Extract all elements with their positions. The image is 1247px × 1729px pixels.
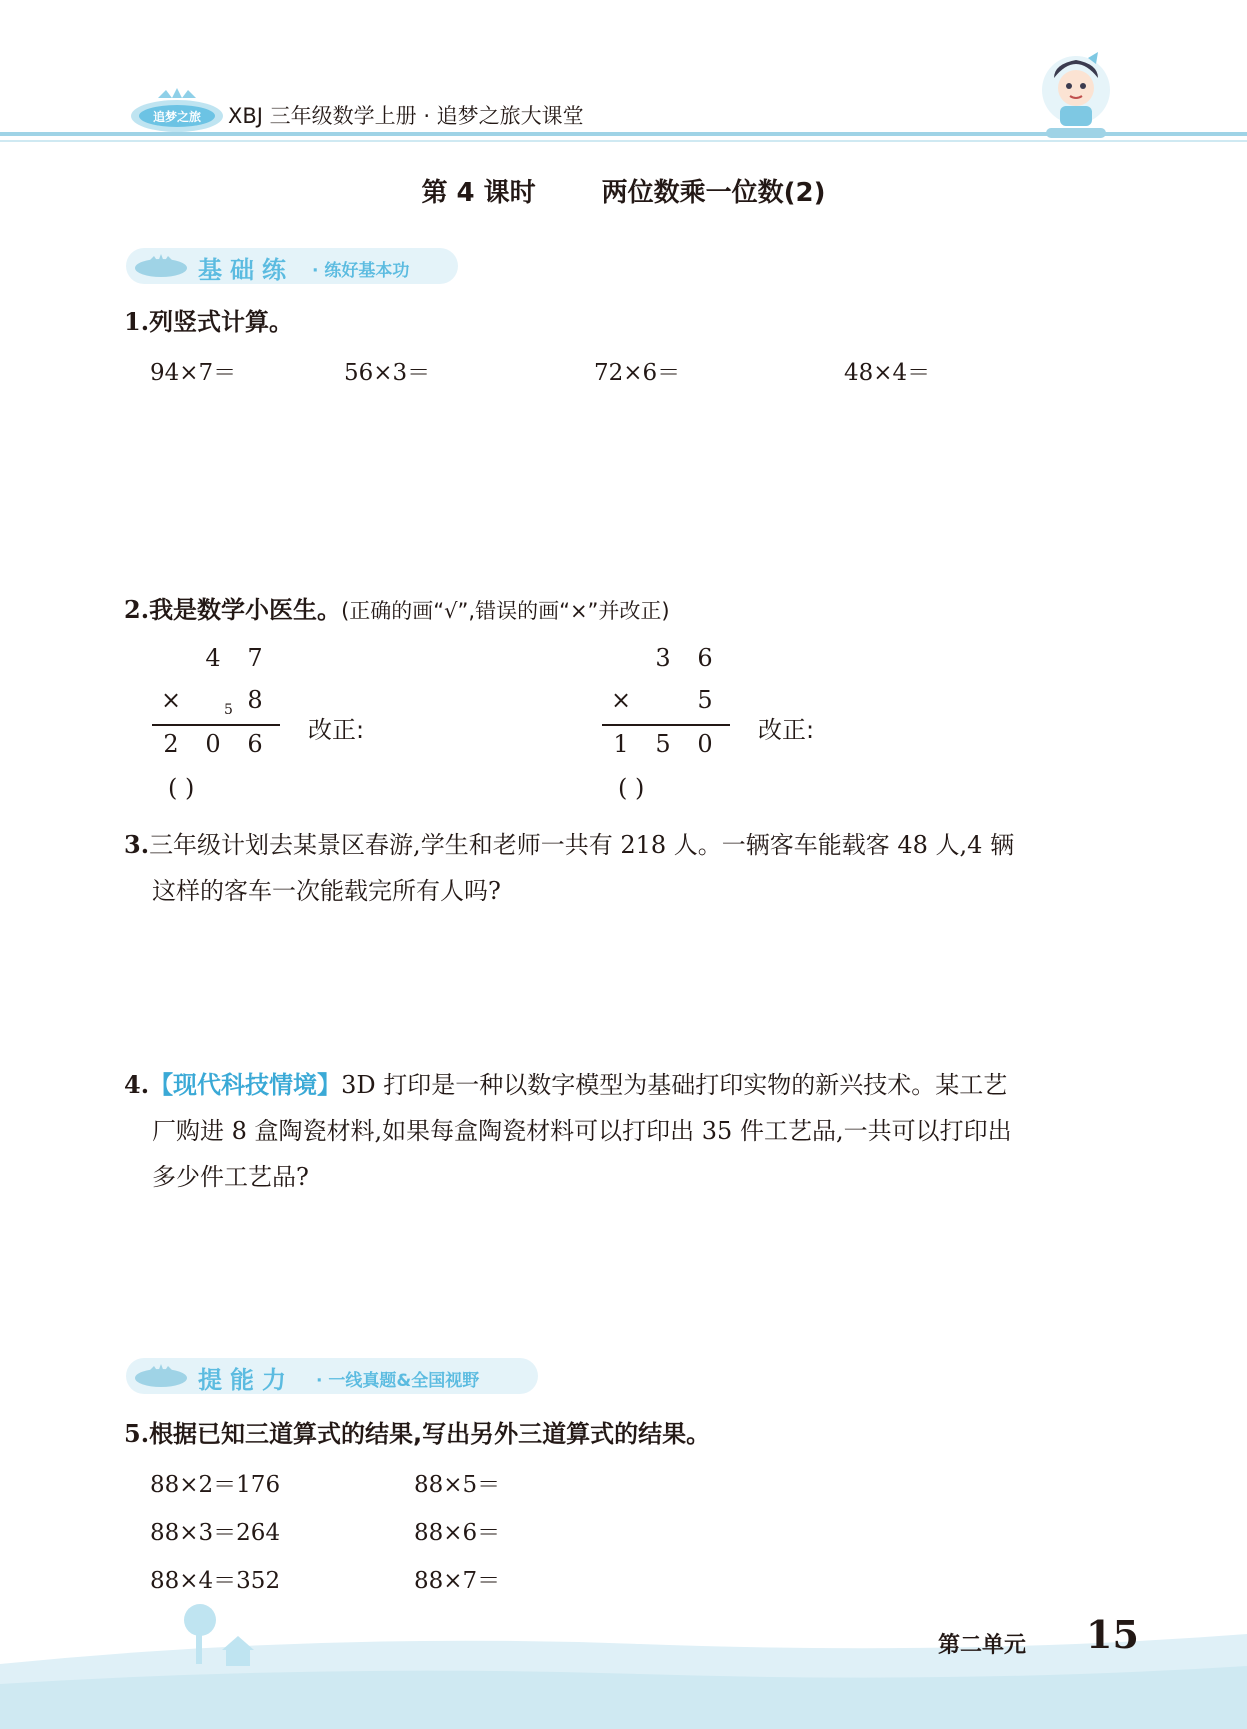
section-subtitle: · 一线真题&全国视野 bbox=[316, 1371, 480, 1391]
digit: 6 bbox=[247, 730, 263, 758]
section-logo-icon bbox=[134, 1364, 188, 1388]
calc-rule bbox=[152, 724, 280, 726]
unit-label: 第二单元 bbox=[938, 1633, 1027, 1658]
answer-expression: 88×5＝ bbox=[414, 1472, 501, 1498]
question-line: 厂购进 8 盒陶瓷材料,如果每盒陶瓷材料可以打印出 35 件工艺品,一共可以打印出 bbox=[152, 1117, 1012, 1145]
expression: 48×4＝ bbox=[844, 360, 931, 386]
answer-expression: 88×6＝ bbox=[414, 1520, 501, 1546]
question-number: 2. bbox=[124, 595, 150, 624]
question-number: 3. bbox=[124, 830, 150, 859]
section-tag-basic bbox=[126, 248, 458, 284]
digit: 3 bbox=[655, 644, 671, 672]
known-expression: 88×4＝352 bbox=[150, 1568, 281, 1594]
section-tag-ability bbox=[126, 1358, 538, 1394]
question-4 bbox=[124, 1062, 1154, 1200]
question-line: 3D 打印是一种以数字模型为基础打印实物的新兴技术。某工艺 bbox=[341, 1071, 1008, 1099]
section-logo-icon bbox=[134, 254, 188, 278]
section-subtitle: · 练好基本功 bbox=[312, 261, 410, 281]
digit: 0 bbox=[697, 730, 713, 758]
multiply-sign: × bbox=[610, 686, 632, 714]
vertical-calc-a bbox=[150, 644, 290, 814]
judgment-bracket[interactable]: ( ) bbox=[618, 774, 645, 802]
carry-digit: 5 bbox=[224, 702, 233, 718]
question-line: 这样的客车一次能载完所有人吗? bbox=[152, 877, 501, 905]
question-number: 4. bbox=[124, 1070, 150, 1099]
section-title: 提能力 bbox=[198, 1366, 294, 1394]
digit: 7 bbox=[247, 644, 263, 672]
question-number: 1. bbox=[124, 307, 150, 336]
correction-label: 改正: bbox=[758, 716, 815, 744]
known-expression: 88×2＝176 bbox=[150, 1472, 281, 1498]
question-3 bbox=[124, 822, 1154, 914]
digit: 6 bbox=[697, 644, 713, 672]
page-number: 15 bbox=[1086, 1612, 1139, 1657]
correction-label: 改正: bbox=[308, 716, 365, 744]
digit: 5 bbox=[655, 730, 671, 758]
lesson-period: 第 4 课时 bbox=[421, 178, 536, 208]
answer-expression: 88×7＝ bbox=[414, 1568, 501, 1594]
book-title: XBJ 三年级数学上册 · 追梦之旅大课堂 bbox=[228, 104, 584, 128]
expression: 94×7＝ bbox=[150, 360, 237, 386]
question-line: 多少件工艺品? bbox=[152, 1163, 309, 1191]
digit: 0 bbox=[205, 730, 221, 758]
question-note: (正确的画“√”,错误的画“×”并改正) bbox=[341, 599, 670, 623]
logo-text: 追梦之旅 bbox=[152, 110, 202, 124]
digit: 5 bbox=[697, 686, 713, 714]
question-text: 根据已知三道算式的结果,写出另外三道算式的结果。 bbox=[149, 1420, 711, 1448]
mascot-illustration bbox=[1036, 48, 1116, 140]
question-2 bbox=[124, 590, 670, 625]
context-tag: 【现代科技情境】 bbox=[149, 1071, 342, 1099]
question-text: 列竖式计算。 bbox=[149, 308, 294, 336]
digit: 4 bbox=[205, 644, 221, 672]
known-expression: 88×3＝264 bbox=[150, 1520, 281, 1546]
vertical-calc-b bbox=[600, 644, 740, 814]
section-title: 基础练 bbox=[198, 256, 294, 284]
expression: 72×6＝ bbox=[594, 360, 681, 386]
question-1 bbox=[124, 302, 293, 337]
brand-logo bbox=[128, 84, 226, 136]
digit: 8 bbox=[247, 686, 263, 714]
question-text: 我是数学小医生。 bbox=[149, 596, 342, 624]
multiply-sign: × bbox=[160, 686, 182, 714]
lesson-title bbox=[0, 172, 1247, 209]
digit: 1 bbox=[613, 730, 629, 758]
footer-background bbox=[0, 1604, 1247, 1729]
question-line: 三年级计划去某景区春游,学生和老师一共有 218 人。一辆客车能载客 48 人,4 辆 bbox=[149, 831, 1015, 859]
expression: 56×3＝ bbox=[344, 360, 431, 386]
calc-rule bbox=[602, 724, 730, 726]
question-number: 5. bbox=[124, 1419, 150, 1448]
question-5 bbox=[124, 1414, 710, 1449]
judgment-bracket[interactable]: ( ) bbox=[168, 774, 195, 802]
lesson-topic: 两位数乘一位数(2) bbox=[601, 178, 826, 208]
header-divider bbox=[0, 132, 1247, 136]
header-divider-thin bbox=[0, 140, 1247, 142]
digit: 2 bbox=[163, 730, 179, 758]
